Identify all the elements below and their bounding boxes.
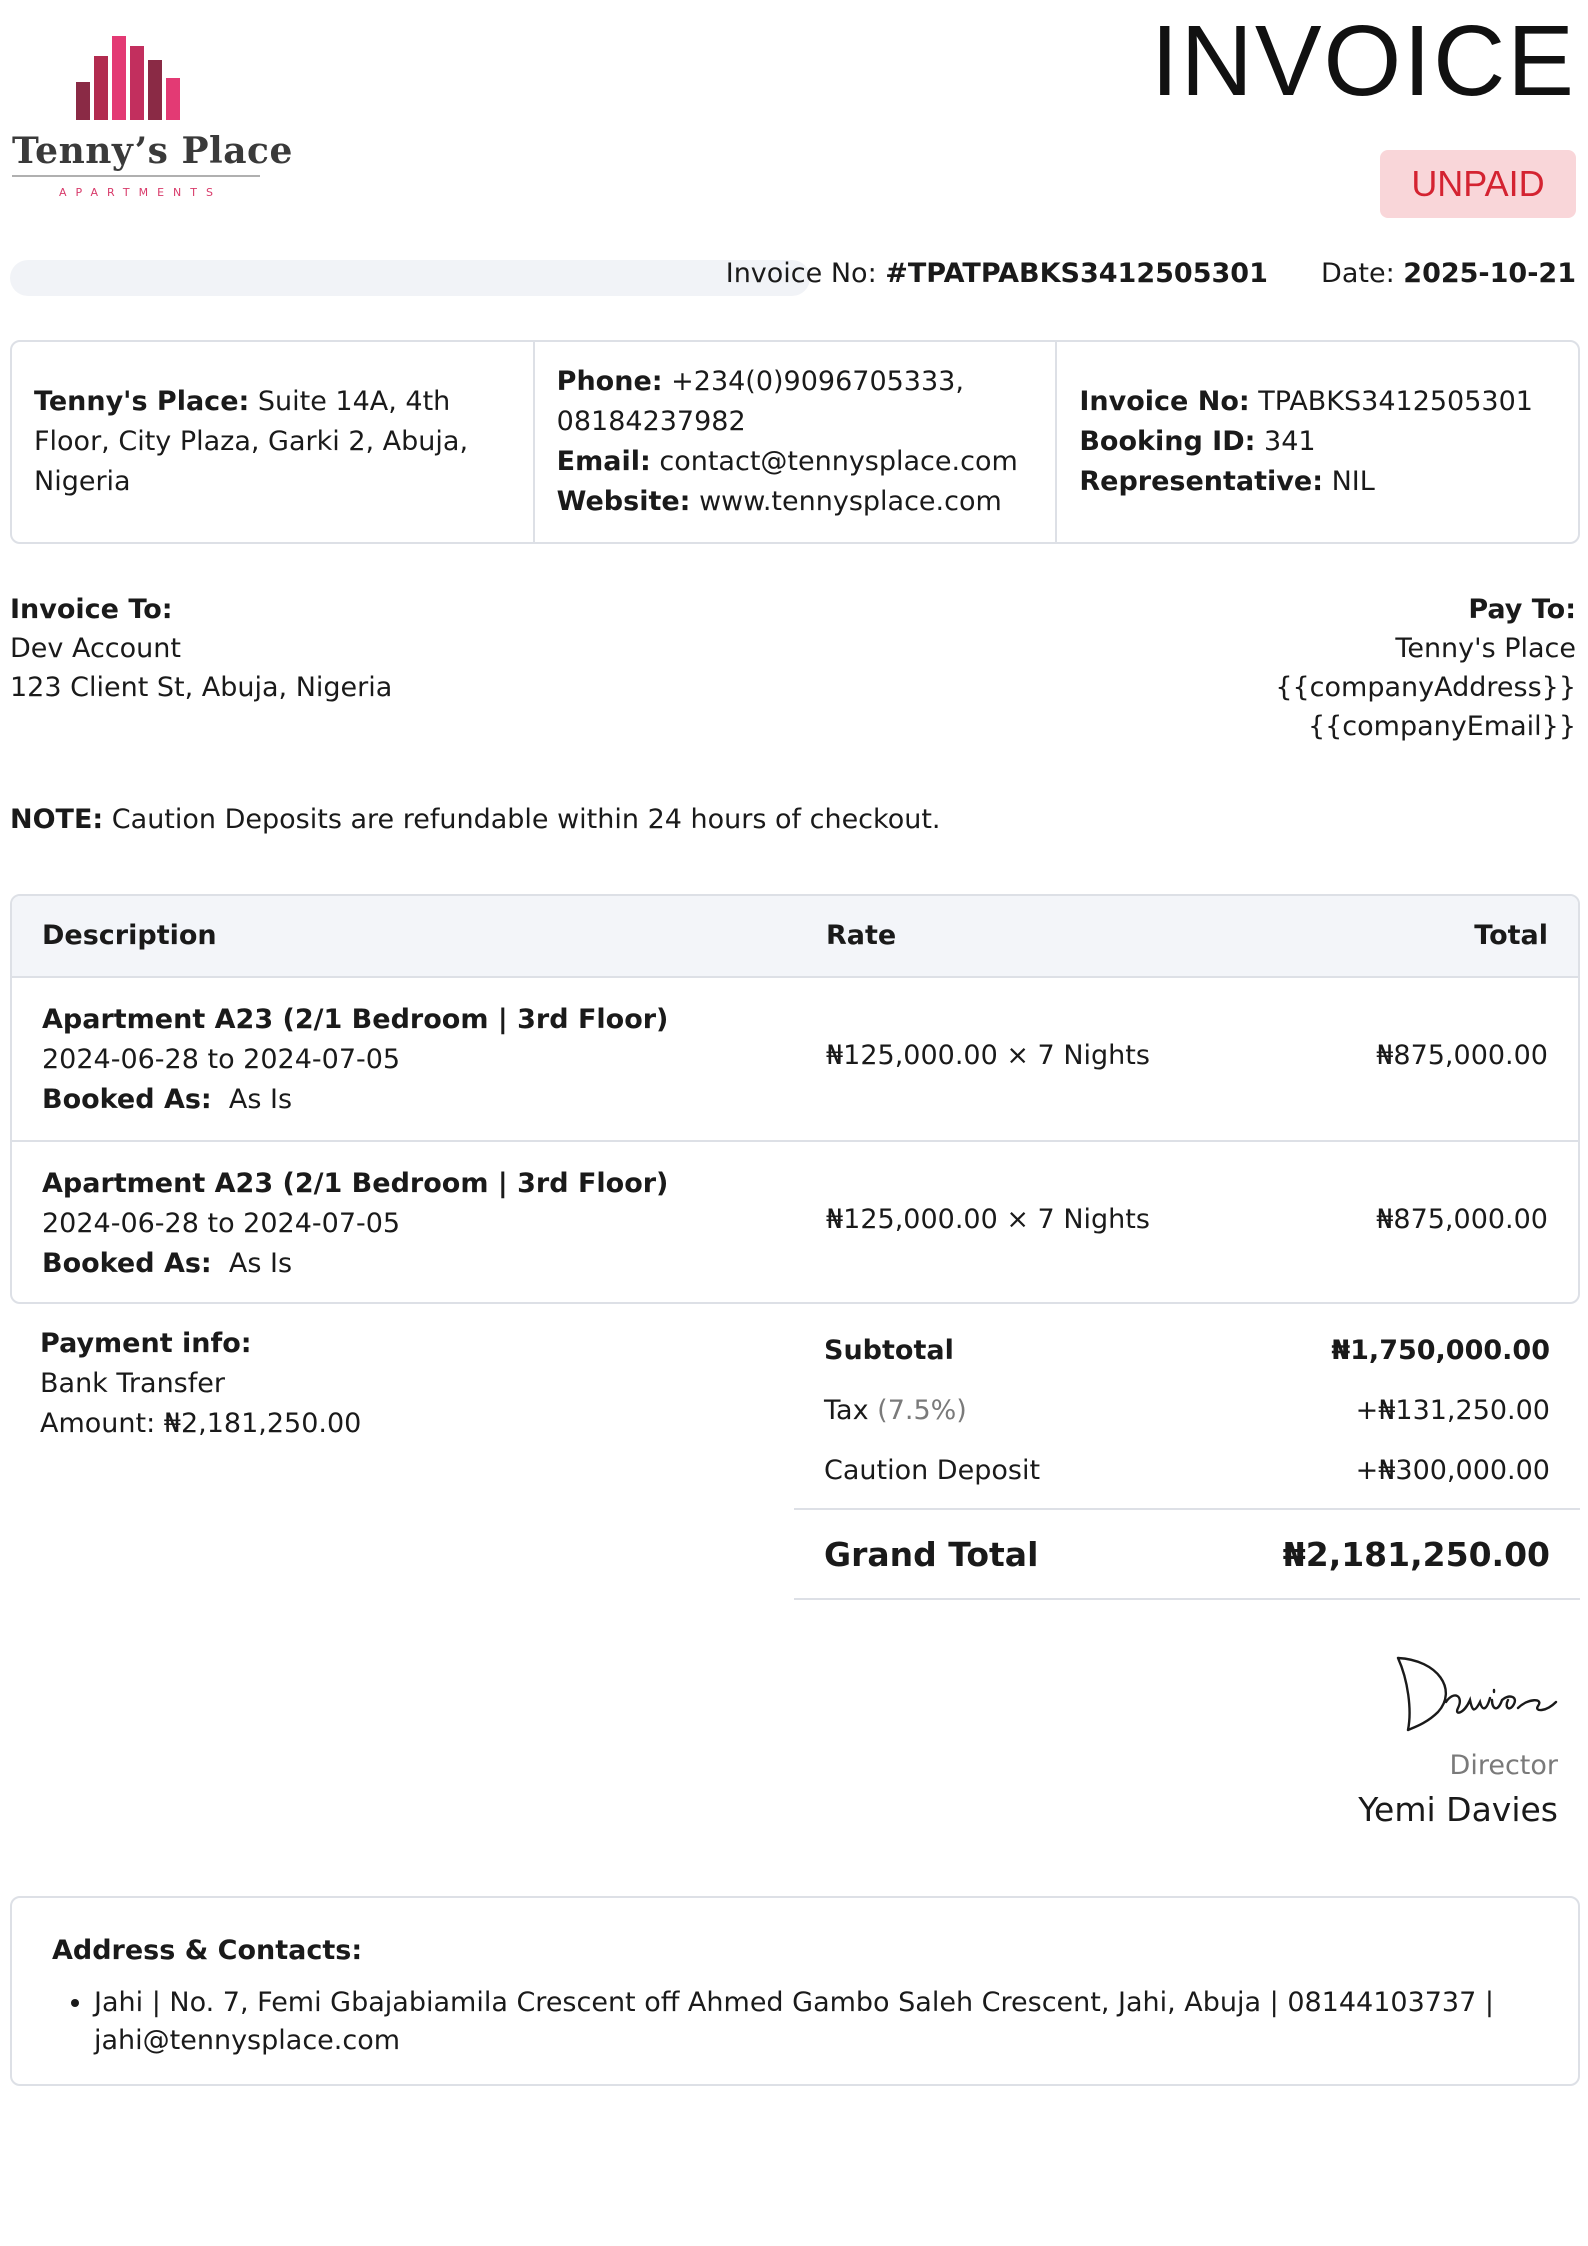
status-badge: UNPAID bbox=[1380, 150, 1576, 218]
company-address-cell bbox=[12, 342, 533, 542]
col-rate: Rate bbox=[826, 920, 897, 951]
tax-row bbox=[794, 1380, 1580, 1440]
email-label: Email: bbox=[556, 446, 651, 477]
info-invoice-no-label: Invoice No: bbox=[1079, 386, 1250, 417]
caution-deposit-row bbox=[794, 1440, 1580, 1500]
brand-divider bbox=[12, 175, 260, 177]
footer-title: Address & Contacts: bbox=[52, 1935, 363, 1966]
invoice-meta bbox=[726, 258, 1576, 289]
pay-to-name: Tenny's Place bbox=[1395, 633, 1576, 664]
representative-label: Representative: bbox=[1079, 466, 1324, 497]
invoice-to-name: Dev Account bbox=[10, 633, 181, 664]
item-title: Apartment A23 (2/1 Bedroom | 3rd Floor) bbox=[42, 1168, 669, 1199]
pay-to-email: {{companyEmail}} bbox=[1307, 711, 1576, 742]
item-booked-label: Booked As: bbox=[42, 1084, 212, 1115]
item-rate: ₦125,000.00 × 7 Nights bbox=[826, 1204, 1150, 1235]
col-total: Total bbox=[1474, 920, 1548, 951]
tax-value: +₦131,250.00 bbox=[1355, 1394, 1550, 1426]
email-value: contact@tennysplace.com bbox=[650, 446, 1018, 477]
invoice-to-block bbox=[10, 590, 392, 707]
booking-info-cell bbox=[1055, 342, 1578, 542]
table-row bbox=[12, 978, 1578, 1140]
line-items-table bbox=[10, 894, 1580, 1304]
date-label: Date: bbox=[1321, 258, 1395, 289]
date-value: 2025-10-21 bbox=[1403, 258, 1576, 289]
company-info-box bbox=[10, 340, 1580, 544]
company-contact-cell bbox=[533, 342, 1056, 542]
grand-total-row bbox=[794, 1508, 1580, 1600]
brand-name: Tenny’s Place bbox=[12, 130, 293, 172]
item-total: ₦875,000.00 bbox=[1376, 1040, 1548, 1071]
col-description: Description bbox=[42, 920, 217, 951]
list-item: • Jahi | No. 7, Femi Gbajabiamila Crescent off Ahmed Gambo Saleh Crescent, Jahi, Abuja | 08144103737 | jahi@tennysplace.com bbox=[94, 1984, 1538, 2060]
payment-amount: Amount: ₦2,181,250.00 bbox=[40, 1408, 362, 1439]
invoice-to-address: 123 Client St, Abuja, Nigeria bbox=[10, 672, 393, 703]
item-total: ₦875,000.00 bbox=[1376, 1204, 1548, 1235]
table-header bbox=[12, 896, 1578, 978]
booking-id-label: Booking ID: bbox=[1079, 426, 1256, 457]
subtotal-row bbox=[794, 1320, 1580, 1380]
note-text: Caution Deposits are refundable within 24 hours of checkout. bbox=[103, 804, 941, 835]
signatory-name: Yemi Davies bbox=[1358, 1790, 1558, 1829]
address-contacts-box bbox=[10, 1896, 1580, 2086]
totals-summary bbox=[794, 1320, 1580, 1600]
signatory-role: Director bbox=[1449, 1750, 1558, 1781]
pay-to-label: Pay To: bbox=[1468, 594, 1576, 625]
phone-label: Phone: bbox=[556, 366, 663, 397]
subtotal-value: ₦1,750,000.00 bbox=[1331, 1334, 1550, 1366]
item-rate: ₦125,000.00 × 7 Nights bbox=[826, 1040, 1150, 1071]
caution-value: +₦300,000.00 bbox=[1355, 1454, 1550, 1486]
item-booked-value: As Is bbox=[228, 1248, 293, 1279]
grand-total-value: ₦2,181,250.00 bbox=[1282, 1534, 1550, 1574]
document-title: INVOICE bbox=[1150, 5, 1576, 117]
brand-tagline: APARTMENTS bbox=[59, 186, 222, 199]
invoice-to-label: Invoice To: bbox=[10, 594, 173, 625]
booking-id-value: 341 bbox=[1255, 426, 1316, 457]
caution-label: Caution Deposit bbox=[824, 1454, 1041, 1486]
info-invoice-no-value: TPABKS3412505301 bbox=[1249, 386, 1533, 417]
pay-to-block bbox=[1275, 590, 1576, 746]
item-dates: 2024-06-28 to 2024-07-05 bbox=[42, 1208, 401, 1239]
payment-method: Bank Transfer bbox=[40, 1368, 225, 1399]
item-booked-value: As Is bbox=[228, 1084, 293, 1115]
placeholder-bar bbox=[10, 260, 810, 296]
company-address-value: Suite 14A, 4th Floor, City Plaza, Garki 2, Abuja, Nigeria bbox=[34, 386, 469, 497]
item-dates: 2024-06-28 to 2024-07-05 bbox=[42, 1044, 401, 1075]
building-logo-icon bbox=[12, 26, 260, 126]
note bbox=[10, 804, 941, 835]
payment-info bbox=[40, 1324, 361, 1444]
invoice-no-value: #TPATPABKS3412505301 bbox=[885, 258, 1268, 289]
pay-to-address: {{companyAddress}} bbox=[1275, 672, 1576, 703]
website-value: www.tennysplace.com bbox=[690, 486, 1002, 517]
subtotal-label: Subtotal bbox=[824, 1334, 954, 1366]
table-row bbox=[12, 1140, 1578, 1302]
grand-total-label: Grand Total bbox=[824, 1534, 1039, 1574]
website-label: Website: bbox=[556, 486, 691, 517]
brand-logo bbox=[12, 26, 293, 206]
representative-value: NIL bbox=[1323, 466, 1375, 497]
item-booked-label: Booked As: bbox=[42, 1248, 212, 1279]
note-label: NOTE: bbox=[10, 804, 104, 835]
item-title: Apartment A23 (2/1 Bedroom | 3rd Floor) bbox=[42, 1004, 669, 1035]
invoice-no-label: Invoice No: bbox=[725, 258, 877, 289]
tax-rate: (7.5%) bbox=[877, 1394, 967, 1426]
footer-list bbox=[52, 1984, 1538, 2060]
tax-label: Tax bbox=[824, 1394, 869, 1426]
payment-info-label: Payment info: bbox=[40, 1328, 252, 1359]
signature bbox=[1368, 1650, 1568, 1738]
phone-value: +234(0)9096705333, 08184237982 bbox=[556, 366, 964, 437]
company-address-label: Tenny's Place: bbox=[34, 386, 250, 417]
